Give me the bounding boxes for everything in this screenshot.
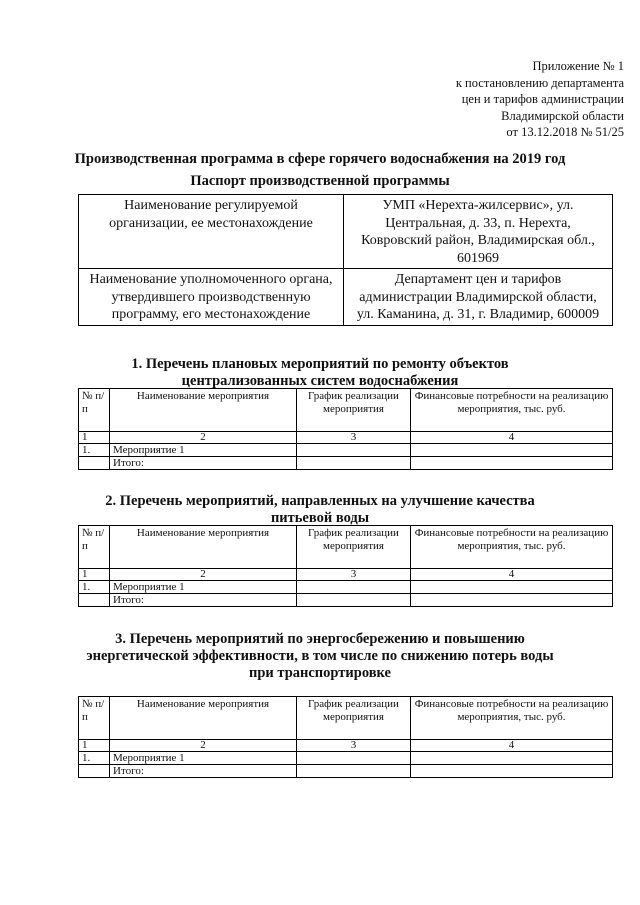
row-num: 1. bbox=[79, 444, 110, 457]
header-name: Наименование мероприятия bbox=[110, 389, 297, 432]
index-cell: 3 bbox=[297, 569, 411, 581]
index-cell: 4 bbox=[411, 569, 613, 581]
row-finance bbox=[411, 581, 613, 594]
row-num bbox=[79, 594, 110, 607]
passport-value: Департамент цен и тарифов администрации Владимирской области, ул. Каманина, д. 31, г. Владимир, 600009 bbox=[344, 269, 613, 326]
row-name: Мероприятие 1 bbox=[110, 581, 297, 594]
header-finance: Финансовые потребности на реализацию мероприятия, тыс. руб. bbox=[411, 526, 613, 569]
main-title: Производственная программа в сфере горячего водоснабжения на 2019 год bbox=[74, 151, 566, 167]
section-title bbox=[0, 356, 640, 390]
section-title-line: 3. Перечень мероприятий по энергосбережению и повышению bbox=[115, 631, 525, 647]
section-title-line: при транспортировке bbox=[249, 665, 391, 681]
passport-table bbox=[78, 194, 613, 326]
passport-label: Наименование уполномоченного органа, утвердившего производственную программу, его местонахождение bbox=[79, 269, 344, 326]
passport-label: Наименование регулируемой организации, ее местонахождение bbox=[79, 195, 344, 269]
table-index-row bbox=[79, 569, 613, 581]
passport-row bbox=[79, 269, 613, 326]
table-index-row bbox=[79, 432, 613, 444]
header-num: № п/п bbox=[79, 697, 110, 740]
row-num bbox=[79, 457, 110, 470]
table-index-row bbox=[79, 740, 613, 752]
header-finance: Финансовые потребности на реализацию мероприятия, тыс. руб. bbox=[411, 697, 613, 740]
appendix-line: от 13.12.2018 № 51/25 bbox=[506, 125, 624, 139]
index-cell: 2 bbox=[110, 432, 297, 444]
table-row bbox=[79, 594, 613, 607]
table-header-row bbox=[79, 389, 613, 432]
appendix-block bbox=[456, 58, 624, 141]
row-schedule bbox=[297, 581, 411, 594]
row-name: Итого: bbox=[110, 594, 297, 607]
header-name: Наименование мероприятия bbox=[110, 697, 297, 740]
section-title bbox=[0, 631, 640, 682]
header-schedule: График реализации мероприятия bbox=[297, 389, 411, 432]
row-finance bbox=[411, 457, 613, 470]
table-row bbox=[79, 444, 613, 457]
row-num: 1. bbox=[79, 752, 110, 765]
section-title-line: централизованных систем водоснабжения bbox=[181, 373, 459, 389]
row-finance bbox=[411, 444, 613, 457]
row-name: Мероприятие 1 bbox=[110, 444, 297, 457]
index-cell: 4 bbox=[411, 432, 613, 444]
index-cell: 2 bbox=[110, 740, 297, 752]
section-title bbox=[0, 493, 640, 527]
header-schedule: График реализации мероприятия bbox=[297, 697, 411, 740]
header-num: № п/п bbox=[79, 389, 110, 432]
appendix-line: цен и тарифов администрации bbox=[461, 92, 624, 106]
appendix-line: Владимирской области bbox=[501, 108, 624, 123]
index-cell: 1 bbox=[79, 740, 110, 752]
row-schedule bbox=[297, 457, 411, 470]
row-name: Итого: bbox=[110, 457, 297, 470]
section-title-line: 1. Перечень плановых мероприятий по ремонту объектов bbox=[131, 356, 509, 372]
header-finance: Финансовые потребности на реализацию мероприятия, тыс. руб. bbox=[411, 389, 613, 432]
events-table bbox=[78, 388, 613, 470]
events-table bbox=[78, 696, 613, 778]
row-schedule bbox=[297, 444, 411, 457]
section-title-line: питьевой воды bbox=[270, 510, 370, 526]
index-cell: 1 bbox=[79, 569, 110, 581]
index-cell: 3 bbox=[297, 432, 411, 444]
passport-title: Паспорт производственной программы bbox=[190, 173, 450, 189]
index-cell: 4 bbox=[411, 740, 613, 752]
table-row bbox=[79, 752, 613, 765]
table-header-row bbox=[79, 526, 613, 569]
table-row bbox=[79, 765, 613, 778]
row-name: Мероприятие 1 bbox=[110, 752, 297, 765]
table-header-row bbox=[79, 697, 613, 740]
table-row bbox=[79, 581, 613, 594]
index-cell: 1 bbox=[79, 432, 110, 444]
section-title-line: энергетической эффективности, в том числе по снижению потерь воды bbox=[86, 648, 554, 664]
header-num: № п/п bbox=[79, 526, 110, 569]
row-name: Итого: bbox=[110, 765, 297, 778]
passport-value: УМП «Нерехта-жилсервис», ул. Центральная, д. 33, п. Нерехта, Ковровский район, Владимирская обл., 601969 bbox=[344, 195, 613, 269]
row-num: 1. bbox=[79, 581, 110, 594]
appendix-line: к постановлению департамента bbox=[455, 75, 624, 90]
events-table bbox=[78, 525, 613, 607]
row-schedule bbox=[297, 752, 411, 765]
header-name: Наименование мероприятия bbox=[110, 526, 297, 569]
index-cell: 2 bbox=[110, 569, 297, 581]
row-num bbox=[79, 765, 110, 778]
row-finance bbox=[411, 752, 613, 765]
appendix-line: Приложение № 1 bbox=[532, 59, 624, 73]
row-schedule bbox=[297, 594, 411, 607]
header-schedule: График реализации мероприятия bbox=[297, 526, 411, 569]
row-schedule bbox=[297, 765, 411, 778]
row-finance bbox=[411, 765, 613, 778]
index-cell: 3 bbox=[297, 740, 411, 752]
passport-row bbox=[79, 195, 613, 269]
section-title-line: 2. Перечень мероприятий, направленных на улучшение качества bbox=[105, 493, 535, 509]
row-finance bbox=[411, 594, 613, 607]
table-row bbox=[79, 457, 613, 470]
